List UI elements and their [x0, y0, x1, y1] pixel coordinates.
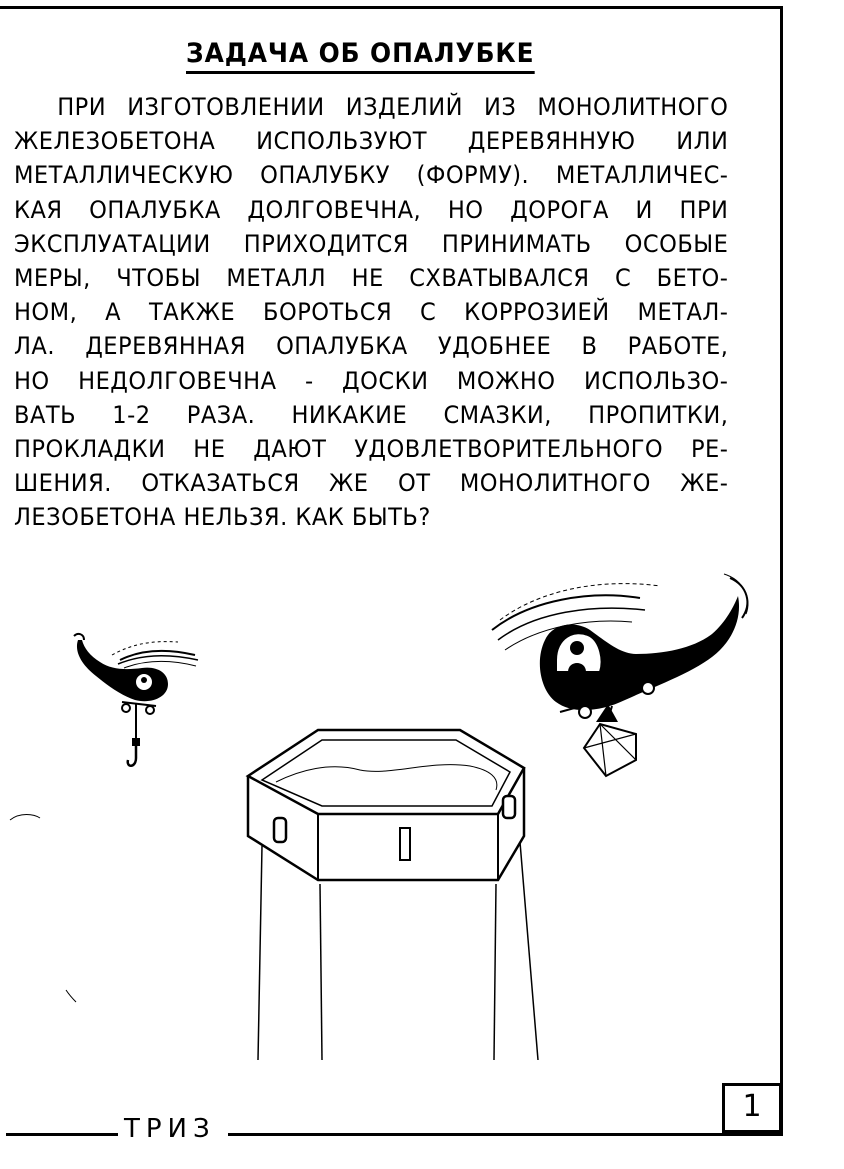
illustration: [0, 560, 844, 1130]
text-line: ЖЕЛЕЗОБЕТОНА ИСПОЛЬЗУЮТ ДЕРЕВЯННУЮ ИЛИ: [14, 127, 729, 156]
stray-mark: [10, 815, 40, 821]
hexagonal-formwork-icon: [248, 730, 538, 1060]
text-line: ВАТЬ 1-2 РАЗА. НИКАКИЕ СМАЗКИ, ПРОПИТКИ,: [14, 400, 729, 429]
text-line: КАЯ ОПАЛУБКА ДОЛГОВЕЧНА, НО ДОРОГА И ПРИ: [14, 195, 729, 224]
text-line: ШЕНИЯ. ОТКАЗАТЬСЯ ЖЕ ОТ МОНОЛИТНОГО ЖЕ-: [14, 469, 729, 498]
crane-hook-icon: [128, 704, 140, 766]
cargo-load-icon: [584, 704, 636, 776]
helicopter-large-icon: [492, 574, 748, 718]
helicopter-small-icon: [74, 634, 198, 714]
text-line: ПРИ ИЗГОТОВЛЕНИИ ИЗДЕЛИЙ ИЗ МОНОЛИТНОГО: [57, 93, 729, 121]
text-line: ЭКСПЛУАТАЦИИ ПРИХОДИТСЯ ПРИНИМАТЬ ОСОБЫЕ: [14, 229, 729, 258]
text-line: МЕТАЛЛИЧЕСКУЮ ОПАЛУБКУ (ФОРМУ). МЕТАЛЛИЧЕС-: [14, 161, 729, 190]
frame-top-border: [0, 6, 782, 9]
text-line: НОМ, А ТАКЖЕ БОРОТЬСЯ С КОРРОЗИЕЙ МЕТАЛ-: [14, 298, 729, 327]
text-line: ЛЕЗОБЕТОНА НЕЛЬЗЯ. КАК БЫТЬ?: [14, 503, 431, 532]
text-line: МЕРЫ, ЧТОБЫ МЕТАЛЛ НЕ СХВАТЫВАЛСЯ С БЕТО-: [14, 264, 729, 293]
triz-label: ТРИЗ: [124, 1114, 216, 1144]
frame-bottom-border-right: [228, 1133, 783, 1136]
frame-bottom-border-left: [6, 1133, 118, 1136]
text-line: НО НЕДОЛГОВЕЧНА - ДОСКИ МОЖНО ИСПОЛЬЗО-: [14, 366, 729, 395]
page-number: 1: [722, 1083, 782, 1133]
page-title: ЗАДАЧА ОБ ОПАЛУБКЕ: [186, 38, 535, 74]
text-line: ПРОКЛАДКИ НЕ ДАЮТ УДОВЛЕТВОРИТЕЛЬНОГО РЕ-: [14, 435, 729, 464]
stray-mark: [66, 990, 76, 1002]
text-line: ЛА. ДЕРЕВЯННАЯ ОПАЛУБКА УДОБНЕЕ В РАБОТЕ,: [14, 332, 729, 361]
problem-text: [14, 90, 774, 535]
